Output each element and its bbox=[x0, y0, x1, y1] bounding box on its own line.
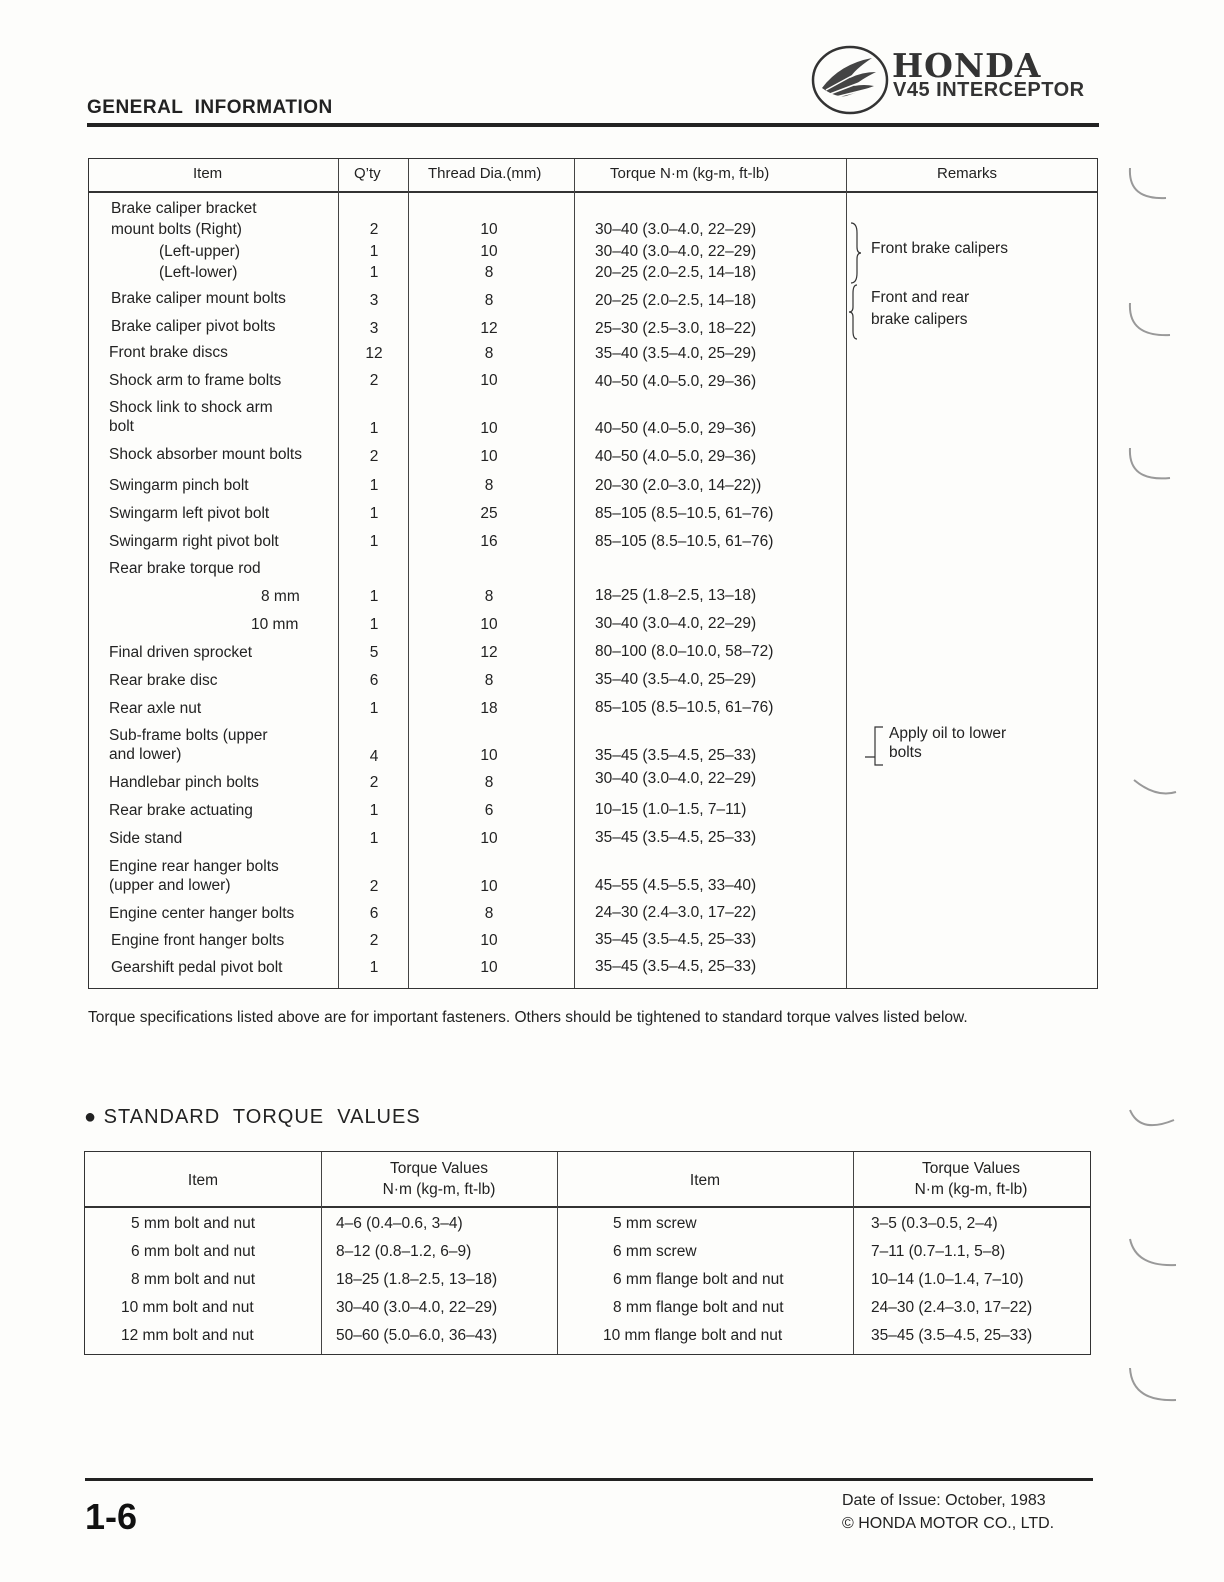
row-thread: 8 bbox=[484, 774, 494, 791]
honda-brand-logo: HONDA bbox=[892, 46, 1042, 85]
row-item: Swingarm pinch bolt bbox=[109, 477, 249, 494]
table-header-rule bbox=[85, 1206, 1090, 1208]
row-item: Rear axle nut bbox=[109, 700, 202, 717]
row-item: (Left-upper) bbox=[159, 243, 240, 260]
std-value-right: 10–14 (1.0–1.4, 7–10) bbox=[871, 1271, 1024, 1288]
row-qty: 5 bbox=[369, 644, 379, 661]
row-thread: 16 bbox=[480, 533, 498, 550]
row-thread: 12 bbox=[480, 644, 498, 661]
remark-front-rear-2: brake calipers bbox=[871, 311, 968, 328]
std-item-right: 8 mm flange bolt and nut bbox=[613, 1299, 784, 1316]
model-name: V45 INTERCEPTOR bbox=[893, 79, 1085, 101]
row-thread: 8 bbox=[484, 905, 494, 922]
row-item: Brake caliper pivot bolts bbox=[111, 318, 276, 335]
row-qty: 1 bbox=[369, 700, 379, 717]
std-value-left: 50–60 (5.0–6.0, 36–43) bbox=[336, 1327, 498, 1344]
std-item-right: 6 mm flange bolt and nut bbox=[613, 1271, 784, 1288]
table-header-rule bbox=[89, 191, 1097, 193]
brace-icon bbox=[849, 221, 863, 285]
standard-torque-table bbox=[84, 1151, 1091, 1355]
brace-icon bbox=[849, 283, 863, 341]
row-qty: 1 bbox=[369, 959, 379, 976]
header-values-right-1: Torque Values bbox=[922, 1160, 1020, 1177]
row-thread: 10 bbox=[480, 616, 498, 633]
row-qty: 1 bbox=[369, 616, 379, 633]
row-item: (Left-lower) bbox=[159, 264, 238, 281]
row-item: Rear brake disc bbox=[109, 672, 218, 689]
remark-apply-oil-1: Apply oil to lower bbox=[889, 725, 1007, 742]
row-torque: 85–105 (8.5–10.5, 61–76) bbox=[595, 533, 774, 550]
standard-torque-title bbox=[84, 1106, 421, 1129]
row-torque: 85–105 (8.5–10.5, 61–76) bbox=[595, 505, 774, 522]
row-torque: 35–45 (3.5–4.5, 25–33) bbox=[595, 958, 757, 975]
header-values-left-2: N·m (kg-m, ft-lb) bbox=[382, 1181, 496, 1198]
row-qty: 2 bbox=[369, 932, 379, 949]
row-torque: 24–30 (2.4–3.0, 17–22) bbox=[595, 904, 757, 921]
row-item: Brake caliper bracket bbox=[111, 200, 257, 217]
row-thread: 10 bbox=[480, 448, 498, 465]
row-torque: 80–100 (8.0–10.0, 58–72) bbox=[595, 643, 774, 660]
std-value-left: 18–25 (1.8–2.5, 13–18) bbox=[336, 1271, 498, 1288]
row-qty: 2 bbox=[369, 372, 379, 389]
footer-rule bbox=[85, 1478, 1093, 1481]
row-torque: 30–40 (3.0–4.0, 22–29) bbox=[595, 770, 757, 787]
binding-ring-icon bbox=[1126, 295, 1186, 345]
torque-table bbox=[88, 158, 1098, 989]
row-item: Engine front hanger bolts bbox=[111, 932, 285, 949]
row-thread: 10 bbox=[480, 959, 498, 976]
row-qty: 12 bbox=[365, 345, 383, 362]
std-value-right: 35–45 (3.5–4.5, 25–33) bbox=[871, 1327, 1033, 1344]
row-thread: 10 bbox=[480, 243, 498, 260]
row-item: Rear brake torque rod bbox=[109, 560, 261, 577]
row-item: Shock link to shock arm bbox=[109, 399, 273, 416]
row-qty: 1 bbox=[369, 477, 379, 494]
row-thread: 12 bbox=[480, 320, 498, 337]
std-value-right: 3–5 (0.3–0.5, 2–4) bbox=[871, 1215, 998, 1232]
binding-ring-icon bbox=[1126, 1225, 1186, 1275]
row-qty: 2 bbox=[369, 774, 379, 791]
header-item-right: Item bbox=[689, 1172, 721, 1189]
remark-front-calipers: Front brake calipers bbox=[871, 240, 1008, 257]
row-thread: 8 bbox=[484, 345, 494, 362]
row-torque: 45–55 (4.5–5.5, 33–40) bbox=[595, 877, 757, 894]
row-qty: 4 bbox=[369, 748, 379, 765]
row-item: Rear brake actuating bbox=[109, 802, 253, 819]
binding-ring-icon bbox=[1126, 440, 1186, 490]
std-value-left: 4–6 (0.4–0.6, 3–4) bbox=[336, 1215, 463, 1232]
bullet-icon: ● bbox=[84, 1106, 98, 1128]
std-item-right: 6 mm screw bbox=[613, 1243, 697, 1260]
row-thread: 8 bbox=[484, 672, 494, 689]
row-thread: 8 bbox=[484, 292, 494, 309]
row-torque: 35–45 (3.5–4.5, 25–33) bbox=[595, 747, 757, 764]
row-thread: 10 bbox=[480, 221, 498, 238]
row-thread: 25 bbox=[480, 505, 498, 522]
row-item: Swingarm right pivot bolt bbox=[109, 533, 279, 550]
row-torque: 35–45 (3.5–4.5, 25–33) bbox=[595, 931, 757, 948]
std-item-left: 5 mm bolt and nut bbox=[131, 1215, 256, 1232]
row-item: Gearshift pedal pivot bolt bbox=[111, 959, 283, 976]
remark-front-rear-1: Front and rear bbox=[871, 289, 970, 306]
issue-date: Date of Issue: October, 1983 bbox=[842, 1492, 1046, 1509]
column-divider bbox=[338, 159, 339, 988]
row-qty: 3 bbox=[369, 320, 379, 337]
row-thread: 10 bbox=[480, 830, 498, 847]
header-item-left: Item bbox=[187, 1172, 219, 1189]
header-values-right-2: N·m (kg-m, ft-lb) bbox=[914, 1181, 1028, 1198]
row-item: Swingarm left pivot bolt bbox=[109, 505, 270, 522]
row-qty: 1 bbox=[369, 420, 379, 437]
row-qty: 1 bbox=[369, 533, 379, 550]
row-item: 10 mm bbox=[251, 616, 299, 633]
row-item: Final driven sprocket bbox=[109, 644, 253, 661]
std-item-left: 6 mm bolt and nut bbox=[131, 1243, 256, 1260]
row-torque: 40–50 (4.0–5.0, 29–36) bbox=[595, 373, 757, 390]
row-item: Sub-frame bolts (upper bbox=[109, 727, 268, 744]
header-torque: Torque N·m (kg-m, ft-lb) bbox=[610, 165, 770, 182]
header-values-left-1: Torque Values bbox=[390, 1160, 488, 1177]
row-item: 8 mm bbox=[261, 588, 300, 605]
section-title: GENERAL INFORMATION bbox=[87, 97, 333, 118]
row-qty: 6 bbox=[369, 672, 379, 689]
row-thread: 10 bbox=[480, 747, 498, 764]
std-item-right: 5 mm screw bbox=[613, 1215, 697, 1232]
row-item: Shock absorber mount bolts bbox=[109, 446, 302, 463]
row-qty: 3 bbox=[369, 292, 379, 309]
row-torque: 20–25 (2.0–2.5, 14–18) bbox=[595, 264, 757, 281]
column-divider bbox=[846, 159, 847, 988]
row-torque: 35–45 (3.5–4.5, 25–33) bbox=[595, 829, 757, 846]
binding-ring-icon bbox=[1126, 1360, 1186, 1410]
header-item: Item bbox=[193, 165, 223, 182]
column-divider bbox=[574, 159, 575, 988]
honda-wing-logo-icon bbox=[810, 44, 890, 116]
row-qty: 2 bbox=[369, 221, 379, 238]
row-qty: 2 bbox=[369, 448, 379, 465]
std-item-left: 12 mm bolt and nut bbox=[121, 1327, 254, 1344]
row-torque: 35–40 (3.5–4.0, 25–29) bbox=[595, 345, 757, 362]
column-divider bbox=[408, 159, 409, 988]
row-item: Side stand bbox=[109, 830, 183, 847]
row-torque: 40–50 (4.0–5.0, 29–36) bbox=[595, 448, 757, 465]
std-value-left: 30–40 (3.0–4.0, 22–29) bbox=[336, 1299, 498, 1316]
row-qty: 2 bbox=[369, 878, 379, 895]
row-thread: 18 bbox=[480, 700, 498, 717]
std-item-right: 10 mm flange bolt and nut bbox=[603, 1327, 783, 1344]
row-torque: 10–15 (1.0–1.5, 7–11) bbox=[595, 801, 747, 818]
header-qty: Q’ty bbox=[354, 165, 381, 182]
row-torque: 25–30 (2.5–3.0, 18–22) bbox=[595, 320, 757, 337]
row-qty: 1 bbox=[369, 264, 379, 281]
row-qty: 6 bbox=[369, 905, 379, 922]
row-torque: 35–40 (3.5–4.0, 25–29) bbox=[595, 671, 757, 688]
header-thread: Thread Dia.(mm) bbox=[428, 165, 542, 182]
row-torque: 85–105 (8.5–10.5, 61–76) bbox=[595, 699, 774, 716]
binding-ring-icon bbox=[1126, 160, 1186, 210]
header-rule bbox=[87, 123, 1099, 127]
header-values-right bbox=[853, 1158, 1089, 1200]
row-thread: 10 bbox=[480, 372, 498, 389]
row-torque: 30–40 (3.0–4.0, 22–29) bbox=[595, 221, 757, 238]
row-item: Shock arm to frame bolts bbox=[109, 372, 282, 389]
row-item: and lower) bbox=[109, 746, 182, 763]
row-torque: 30–40 (3.0–4.0, 22–29) bbox=[595, 615, 757, 632]
row-thread: 10 bbox=[480, 932, 498, 949]
binding-ring-icon bbox=[1126, 760, 1186, 810]
binding-ring-icon bbox=[1126, 1090, 1186, 1140]
row-torque: 18–25 (1.8–2.5, 13–18) bbox=[595, 587, 757, 604]
remark-apply-oil-2: bolts bbox=[889, 744, 922, 761]
row-torque: 30–40 (3.0–4.0, 22–29) bbox=[595, 243, 757, 260]
row-qty: 1 bbox=[369, 830, 379, 847]
std-value-right: 7–11 (0.7–1.1, 5–8) bbox=[871, 1243, 1006, 1260]
row-torque: 40–50 (4.0–5.0, 29–36) bbox=[595, 420, 757, 437]
row-thread: 6 bbox=[484, 802, 494, 819]
row-thread: 8 bbox=[484, 477, 494, 494]
standard-torque-title-text: STANDARD TORQUE VALUES bbox=[103, 1106, 421, 1128]
row-item: Engine rear hanger bolts bbox=[109, 858, 279, 875]
row-torque: 20–30 (2.0–3.0, 14–22)) bbox=[595, 477, 762, 494]
row-item: (upper and lower) bbox=[109, 877, 231, 894]
torque-note: Torque specifications listed above are for important fasteners. Others should be tightened to standard torque valves listed below. bbox=[88, 1009, 968, 1026]
header-values-left bbox=[321, 1158, 557, 1200]
row-item: Handlebar pinch bolts bbox=[109, 774, 259, 791]
header-remarks: Remarks bbox=[937, 165, 998, 182]
row-thread: 8 bbox=[484, 264, 494, 281]
row-qty: 1 bbox=[369, 243, 379, 260]
row-qty: 1 bbox=[369, 505, 379, 522]
row-item: Brake caliper mount bolts bbox=[111, 290, 286, 307]
copyright: © HONDA MOTOR CO., LTD. bbox=[842, 1515, 1055, 1532]
row-torque: 20–25 (2.0–2.5, 14–18) bbox=[595, 292, 757, 309]
std-value-right: 24–30 (2.4–3.0, 17–22) bbox=[871, 1299, 1033, 1316]
row-thread: 8 bbox=[484, 588, 494, 605]
row-qty: 1 bbox=[369, 802, 379, 819]
bracket-icon bbox=[863, 725, 885, 769]
row-item: Engine center hanger bolts bbox=[109, 905, 295, 922]
row-thread: 10 bbox=[480, 878, 498, 895]
row-qty: 1 bbox=[369, 588, 379, 605]
std-item-left: 8 mm bolt and nut bbox=[131, 1271, 256, 1288]
std-value-left: 8–12 (0.8–1.2, 6–9) bbox=[336, 1243, 472, 1260]
row-item: Front brake discs bbox=[109, 344, 228, 361]
page-number: 1-6 bbox=[85, 1496, 138, 1537]
row-item: mount bolts (Right) bbox=[111, 221, 242, 238]
row-thread: 10 bbox=[480, 420, 498, 437]
std-item-left: 10 mm bolt and nut bbox=[121, 1299, 254, 1316]
row-item: bolt bbox=[109, 418, 134, 435]
